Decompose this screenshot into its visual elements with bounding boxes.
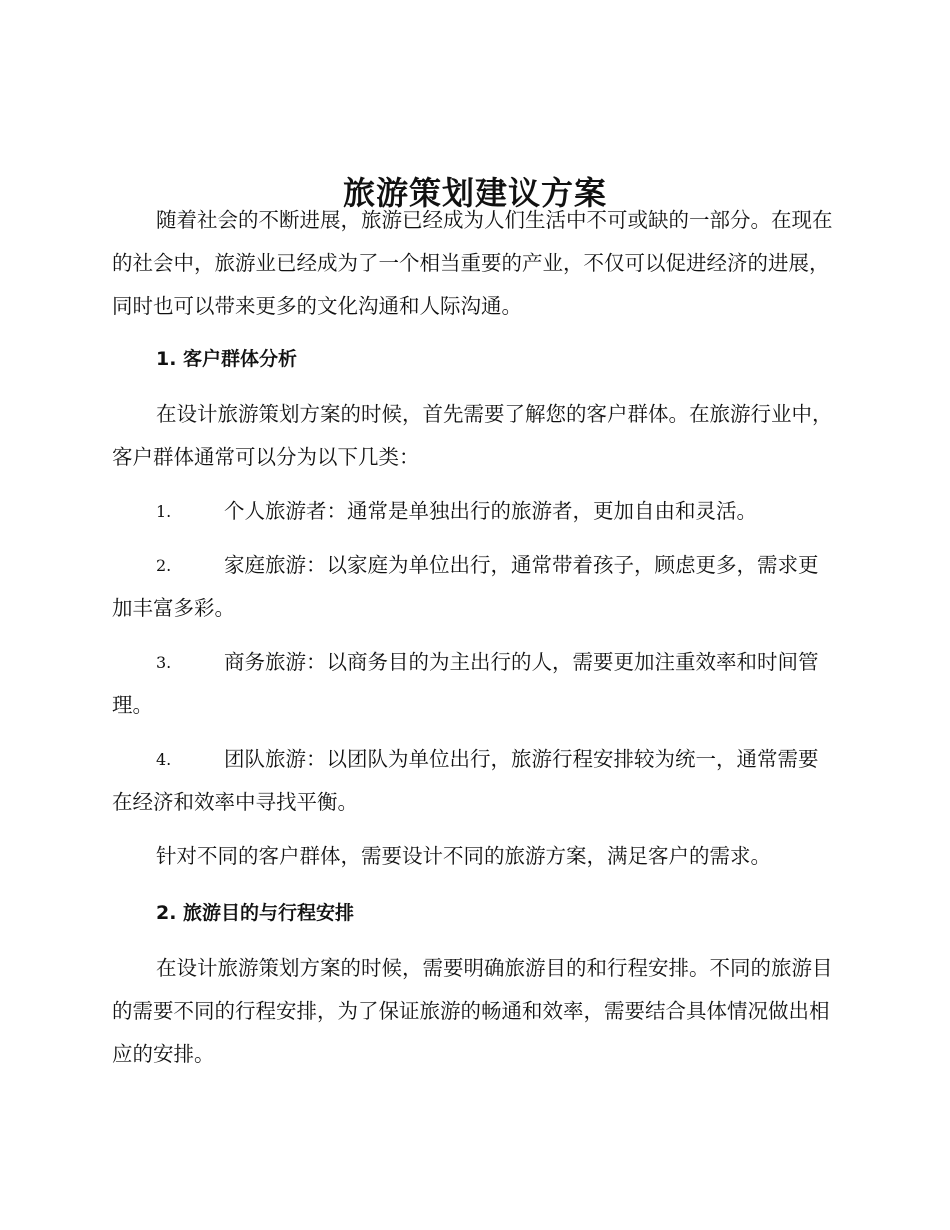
list-item-text: 商务旅游：以商务目的为主出行的人，需要更加注重效率和时间管理。 (112, 650, 819, 717)
list-item-number: 1. (156, 502, 172, 521)
section-2-paragraph: 在设计旅游策划方案的时候，需要明确旅游目的和行程安排。不同的旅游目的需要不同的行程安排，为了保证旅游的畅通和效率，需要结合具体情况做出相应的安排。 (112, 956, 833, 1066)
section-1-conclusion: 针对不同的客户群体，需要设计不同的旅游方案，满足客户的需求。 (156, 844, 771, 868)
intro-paragraph: 随着社会的不断进展，旅游已经成为人们生活中不可或缺的一部分。在现在的社会中，旅游业已经成为了一个相当重要的产业，不仅可以促进经济的进展，同时也可以带来更多的文化沟通和人际沟通。 (112, 208, 833, 318)
list-item-number: 3. (156, 653, 172, 672)
list-item (112, 544, 836, 630)
list-item (112, 490, 836, 533)
list-item-text: 家庭旅游：以家庭为单位出行，通常带着孩子，顾虑更多，需求更加丰富多彩。 (112, 553, 819, 620)
list-item (112, 738, 836, 824)
list-item-text: 团队旅游：以团队为单位出行，旅游行程安排较为统一，通常需要在经济和效率中寻找平衡。 (112, 747, 819, 814)
document-title: 旅游策划建议方案 (342, 174, 607, 213)
list-item-number: 2. (156, 556, 172, 575)
section-2-heading: 2. 旅游目的与行程安排 (156, 902, 355, 924)
list-item-text: 个人旅游者：通常是单独出行的旅游者，更加自由和灵活。 (224, 499, 757, 523)
list-item-number: 4. (156, 750, 172, 769)
list-item (112, 641, 836, 727)
section-1-heading: 1. 客户群体分析 (156, 348, 298, 370)
section-1-paragraph: 在设计旅游策划方案的时候，首先需要了解您的客户群体。在旅游行业中，客户群体通常可以分为以下几类： (112, 402, 833, 469)
